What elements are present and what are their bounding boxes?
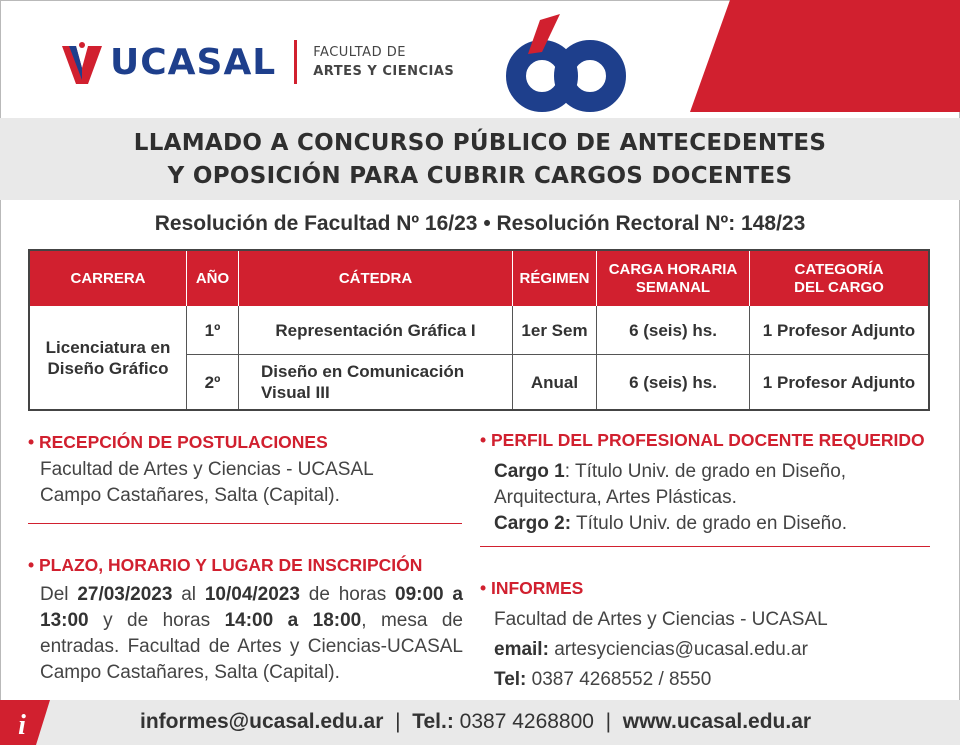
positions-table <box>28 249 930 411</box>
ucasal-emblem-icon <box>62 40 102 84</box>
footer-sep-2: | <box>593 710 623 733</box>
plazo-resto: , mesa de entradas. Facultad de Artes y Ciencias-UCASAL Campo Castañares, Salta (Capital). <box>40 610 463 683</box>
plazo-fecha-inicio: 27/03/2023 <box>77 584 173 605</box>
header-anio: AÑO <box>187 251 239 306</box>
section-recepcion <box>28 432 463 509</box>
recepcion-line-1: Facultad de Artes y Ciencias - UCASAL <box>40 459 374 480</box>
recepcion-body <box>28 457 463 509</box>
plazo-al: al <box>181 584 197 605</box>
plazo-de-horas: de horas <box>308 584 387 605</box>
title-line-1: LLAMADO A CONCURSO PÚBLICO DE ANTECEDENTES <box>133 130 827 156</box>
row1-carga: 6 (seis) hs. <box>597 306 750 354</box>
plazo-body <box>28 582 463 686</box>
footer-tel: 0387 4268800 <box>453 710 594 733</box>
email-label: email: <box>494 639 549 660</box>
perfil-divider <box>480 546 930 547</box>
row2-regimen: Anual <box>513 355 597 409</box>
recepcion-line-2: Campo Castañares, Salta (Capital). <box>40 485 340 506</box>
row1-anio: 1º <box>187 306 239 354</box>
header-categoria: CATEGORÍA DEL CARGO <box>794 260 884 296</box>
perfil-cargo-2 <box>494 511 930 537</box>
row1-regimen: 1er Sem <box>513 306 597 354</box>
informes-email <box>494 635 930 665</box>
email-value[interactable]: artesyciencias@ucasal.edu.ar <box>548 639 808 660</box>
anniversary-60-logo <box>500 12 630 122</box>
section-perfil <box>480 430 930 537</box>
header-carrera: CARRERA <box>30 251 187 306</box>
cargo1-text: : Título Univ. de grado en Diseño, <box>564 461 847 482</box>
plazo-del: Del <box>40 584 69 605</box>
tel-value: 0387 4268552 / 8550 <box>526 669 712 690</box>
title-band <box>0 118 960 200</box>
section-informes <box>480 578 930 695</box>
footer-tel-label: Tel.: <box>412 710 454 733</box>
resolution-line: Resolución de Facultad Nº 16/23 • Resolución Rectoral Nº: 148/23 <box>154 212 806 235</box>
footer-web[interactable]: www.ucasal.edu.ar <box>622 710 812 733</box>
recepcion-heading: • RECEPCIÓN DE POSTULACIONES <box>28 432 328 452</box>
cargo1-text-2: Arquitectura, Artes Plásticas. <box>494 487 737 508</box>
logo-divider <box>294 40 297 84</box>
informes-line-1: Facultad de Artes y Ciencias - UCASAL <box>494 609 828 630</box>
footer-email[interactable]: informes@ucasal.edu.ar <box>140 710 384 733</box>
footer-sep-1: | <box>383 710 413 733</box>
informes-tel <box>494 665 930 695</box>
row2-anio: 2º <box>187 355 239 409</box>
header-regimen: RÉGIMEN <box>513 251 597 306</box>
header-carga: CARGA HORARIA SEMANAL <box>597 251 750 306</box>
plazo-horario-1: 09:00 a 13:00 <box>40 584 463 631</box>
section-plazo <box>28 555 463 686</box>
row1-catedra: Representación Gráfica I <box>239 306 513 354</box>
faculty-line-2: ARTES Y CIENCIAS <box>313 64 455 79</box>
row1-categoria: 1 Profesor Adjunto <box>762 320 916 340</box>
informes-body <box>480 605 930 695</box>
informes-heading: • INFORMES <box>480 578 584 598</box>
title-line-2: Y OPOSICIÓN PARA CUBRIR CARGOS DOCENTES <box>167 163 793 189</box>
plazo-heading: • PLAZO, HORARIO Y LUGAR DE INSCRIPCIÓN <box>28 555 423 575</box>
row2-carga: 6 (seis) hs. <box>597 355 750 409</box>
faculty-line-1: FACULTAD DE <box>313 45 406 60</box>
svg-text:i: i <box>18 710 26 741</box>
cargo2-label: Cargo 2: <box>494 513 572 534</box>
brand-name: UCASAL <box>110 41 277 83</box>
cell-carrera: Licenciatura en Diseño Gráfico <box>30 306 187 409</box>
cargo1-label: Cargo 1 <box>494 461 565 482</box>
row2-categoria: 1 Profesor Adjunto <box>762 372 916 392</box>
faculty-name <box>313 43 454 81</box>
cargo2-text: Título Univ. de grado en Diseño. <box>571 513 848 534</box>
row2-catedra: Diseño en Comunicación Visual III <box>239 355 513 409</box>
tel-label: Tel: <box>494 669 527 690</box>
red-corner-shape <box>690 0 960 112</box>
recepcion-divider <box>28 523 462 524</box>
plazo-horario-2: 14:00 a 18:00 <box>224 610 362 631</box>
plazo-fecha-fin: 10/04/2023 <box>204 584 300 605</box>
info-icon <box>0 700 50 745</box>
header-catedra: CÁTEDRA <box>239 251 513 306</box>
perfil-cargo-1 <box>494 459 930 485</box>
ucasal-logo <box>62 40 454 84</box>
footer-contact <box>140 710 811 734</box>
plazo-y-de-horas: y de horas <box>103 610 211 631</box>
perfil-heading: • PERFIL DEL PROFESIONAL DOCENTE REQUERIDO <box>480 430 925 450</box>
perfil-body <box>480 459 930 537</box>
